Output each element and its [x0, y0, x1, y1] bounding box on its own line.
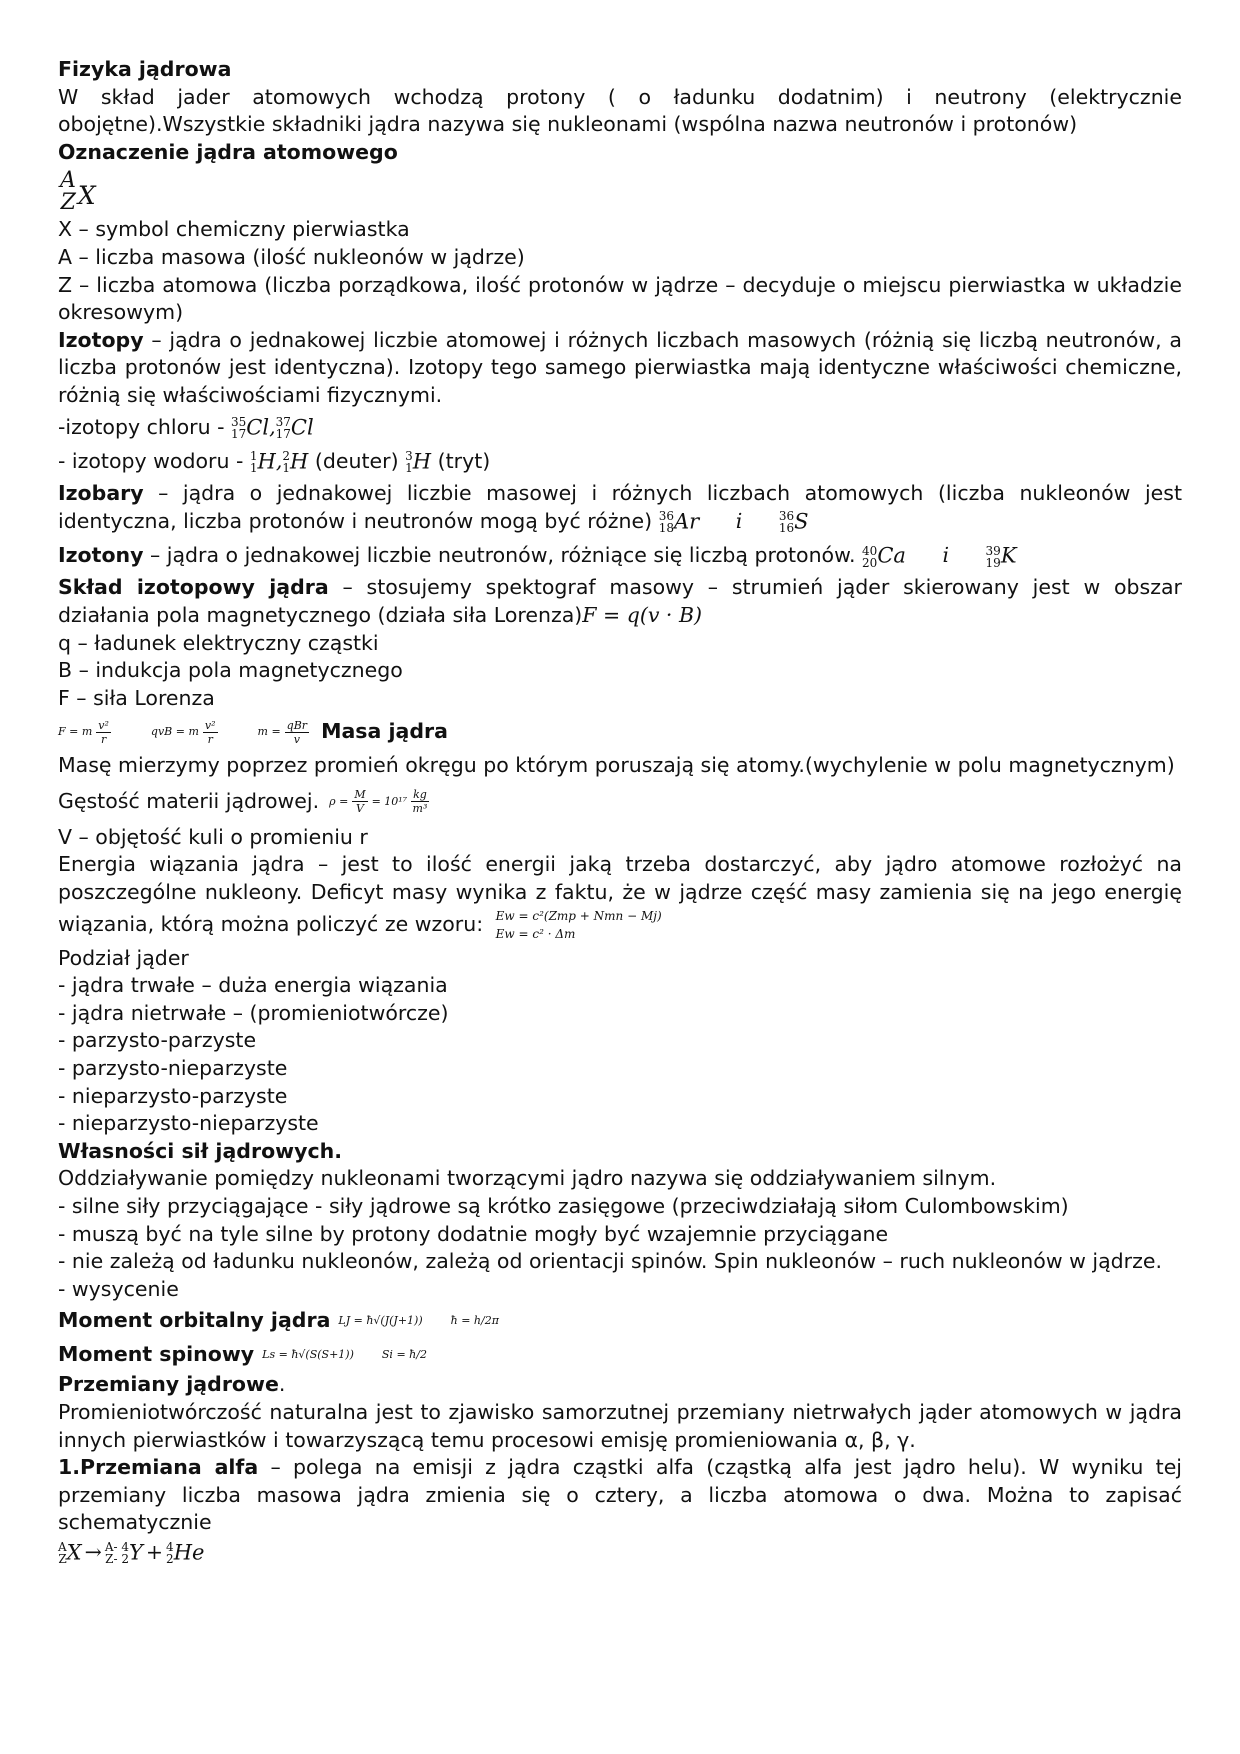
mass-heading: Masa jądra — [321, 719, 448, 744]
list-item: - wysycenie — [58, 1276, 179, 1301]
isotones-paragraph: Izotony – jądra o jednakowej liczbie neutronów, różniące się liczbą protonów. 40 20 Ca i 39 19 K — [58, 543, 1017, 570]
orbital-moment-heading: Moment orbitalny jądra — [58, 1307, 331, 1332]
intro-paragraph: W skład jader atomowych wchodzą protony ( o ładunku dodatnim) i neutrony (elektrycznie obojętne).Wszystkie składniki jądra nazywa się nukleonami (wspólna nazwa neutronów i protonów) — [58, 84, 1182, 137]
list-item: Oddziaływanie pomiędzy nukleonami tworzącymi jądro nazywa się oddziaływaniem silnym. — [58, 1166, 997, 1191]
binding-energy-paragraph: Energia wiązania jądra – jest to ilość energii jaką trzeba dostarczyć, aby jądro atomowe rozłożyć na poszczególne nukleony. Deficyt masy wynika z faktu, że w jądrze część masy zamienia się na jego energię wiązania, którą można policzyć ze wzoru: Ew = c²(Zmp + Nmn − Mj) Ew = c² · Δm — [58, 852, 1182, 941]
def-a: A – liczba masowa (ilość nukleonów w jądrze) — [58, 244, 525, 269]
forces-section — [58, 1138, 1182, 1304]
orbital-moment-line: Moment orbitalny jądra LJ = ħ√(J(J+1)) ħ = h/2π — [58, 1303, 1182, 1337]
spin-moment-line: Moment spinowy Ls = ħ√(S(S+1)) Si = ħ/2 — [58, 1337, 1182, 1371]
list-item: - muszą być na tyle silne by protony dodatnie mogły być wzajemnie przyciągane — [58, 1221, 889, 1246]
chlorine-isotopes: -izotopy chloru - 35 17 Cl, 37 17 Cl — [58, 414, 314, 442]
mass-text: Masę mierzymy poprzez promień okręgu po którym poruszają się atomy.(wychylenie w polu magnetycznym) — [58, 753, 1175, 778]
document-title: Fizyka jądrowa — [58, 57, 232, 81]
def-z: Z – liczba atomowa (liczba porządkowa, ilość protonów w jądrze – decyduje o miejscu pierwiastka w układzie okresowym) — [58, 272, 1182, 325]
division-list — [58, 945, 1182, 1138]
list-item: - jądra nietrwałe – (promieniotwórcze) — [58, 1000, 449, 1025]
list-item: - nieparzysto-nieparzyste — [58, 1111, 319, 1136]
division-heading: Podział jąder — [58, 945, 189, 970]
hydrogen-isotopes: - izotopy wodoru - 1 1 H, 2 1 H (deuter) 3 1 H (tryt) — [58, 448, 491, 476]
def-b: B – indukcja pola magnetycznego — [58, 658, 403, 683]
def-v: V – objętość kuli o promieniu r — [58, 824, 368, 849]
list-item: - parzysto-nieparzyste — [58, 1056, 288, 1081]
alpha-decay-formula: A Z X → A- 4 Z- 2 Y + 4 2 He — [58, 1540, 205, 1567]
mass-formulas-line: F = m $\frac{\text{v²}}{r}$ qvB = m $\frac{\text{v²}}{r}$ m = $\frac{\text{qBr}}{v}$ Masa jądra — [58, 718, 448, 746]
density-line: Gęstość materii jądrowej. ρ = $\frac{M}{V}$ = 10¹⁷ $\frac{kg}{\text{m³}}$ — [58, 788, 428, 816]
spin-moment-heading: Moment spinowy — [58, 1341, 255, 1366]
notation-heading: Oznaczenie jądra atomowego — [58, 139, 398, 164]
list-item: - nieparzysto-parzyste — [58, 1083, 288, 1108]
list-item: - nie zależą od ładunku nukleonów, zależą od orientacji spinów. Spin nukleonów – ruch nukleonów w jądrze. — [58, 1249, 1162, 1274]
list-item: - jądra trwałe – duża energia wiązania — [58, 973, 448, 998]
alpha-paragraph: 1.Przemiana alfa – polega na emisji z jądra cząstki alfa (cząstką alfa jest jądro helu). W wyniku tej przemiany liczba masowa jądra zmienia się o cztery, a liczba atomowa o dwa. Można to zapisać schematycznie — [58, 1455, 1182, 1535]
forces-heading: Własności sił jądrowych. — [58, 1138, 342, 1163]
def-x: X – symbol chemiczny pierwiastka — [58, 217, 410, 242]
composition-paragraph: Skład izotopowy jądra – stosujemy spektograf masowy – strumień jąder skierowany jest w obszar działania pola magnetycznego (działa siła Lorenza)F = q(v · B) — [58, 575, 1182, 627]
isobars-paragraph: Izobary – jądra o jednakowej liczbie masowej i różnych liczbach atomowych (liczba nukleonów jest identyczna, liczba protonów i neutronów mogą być różne) 36 18 Ar i 36 16 S — [58, 481, 1182, 536]
def-f: F – siła Lorenza — [58, 685, 215, 710]
list-item: - parzysto-parzyste — [58, 1028, 257, 1053]
list-item: - silne siły przyciągające - siły jądrowe są krótko zasięgowe (przeciwdziałają siłom Culombowskim) — [58, 1194, 1069, 1218]
nucleus-notation-formula: A Z X — [60, 168, 96, 216]
transformations-text: Promieniotwórczość naturalna jest to zjawisko samorzutnej przemiany nietrwałych jąder atomowych w jądra innych pierwiastków i towarzyszącą temu procesowi emisję promieniowania α, β, γ. — [58, 1399, 1182, 1452]
isotopes-paragraph: Izotopy – jądra o jednakowej liczbie atomowej i różnych liczbach masowych (różnią się liczbą neutronów, a liczba protonów jest identyczna). Izotopy tego samego pierwiastka mają identyczne właściwości chemiczne, różnią się właściwościami fizycznymi. — [58, 327, 1182, 407]
document-page — [58, 56, 1182, 1567]
def-q: q – ładunek elektryczny cząstki — [58, 630, 379, 655]
transformations-heading: Przemiany jądrowe. — [58, 1372, 286, 1397]
binding-energy-formulas: Ew = c²(Zmp + Nmn − Mj) Ew = c² · Δm — [495, 908, 662, 941]
